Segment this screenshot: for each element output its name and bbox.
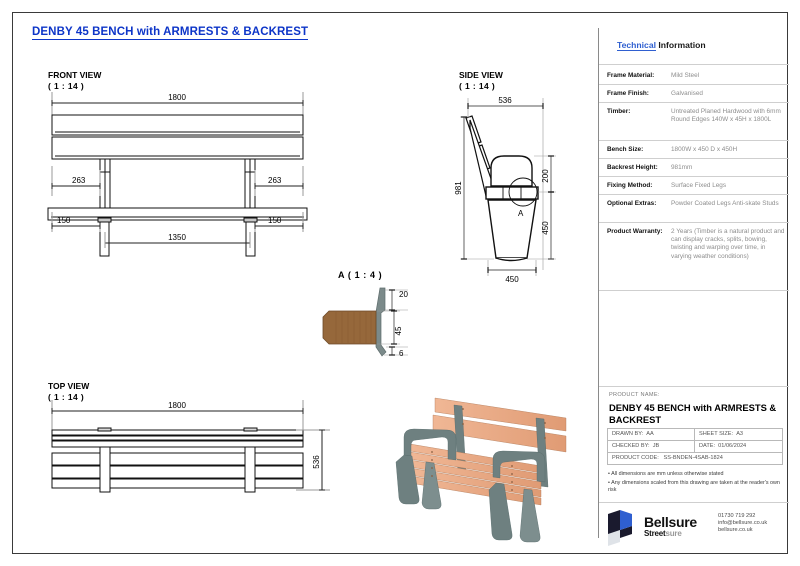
checked-by-cell [608,441,695,452]
top-view-label: TOP VIEW ( 1 : 14 ) [48,381,90,402]
product-name: DENBY 45 BENCH with ARMRESTS & BACKREST [609,402,777,425]
contact-phone: 01730 719 292 [718,513,756,519]
dim-side-seat-height: 450 [541,221,550,235]
sheet-size-value: A3 [736,431,744,437]
brand-subline [644,529,682,538]
spec-bench-size [607,146,787,156]
spec-value: 981mm [671,164,693,171]
date-key: DATE: [699,443,716,449]
panel-heading-technical: Technical [617,40,657,50]
drawn-by-key: DRAWN BY: [612,431,644,437]
spec-backrest-height [607,164,787,174]
detail-marker-a: A [518,209,524,218]
spec-timber [607,108,787,138]
dim-top-depth: 536 [312,455,321,469]
detail-a-label: A ( 1 : 4 ) [338,270,383,280]
dim-detail-bottom: 6 [399,349,404,358]
spec-value: Galvanised [671,90,703,97]
spec-key: Fixing Method: [607,182,653,189]
product-code-value: SS-BNDEN-4SAB-1824 [663,455,723,461]
sheet-size-cell [695,429,782,440]
panel-heading-information: Information [658,40,706,50]
brand-sub-dark: Street [644,529,666,538]
product-code-cell [608,453,782,464]
dim-side-depth: 536 [498,96,512,105]
panel-heading [617,40,706,50]
spec-key: Timber: [607,108,631,115]
spec-key: Frame Finish: [607,90,649,97]
side-view-label: SIDE VIEW ( 1 : 14 ) [459,70,503,91]
spec-value: Powder Coated Legs Anti-skate Studs [671,200,779,207]
checked-by-value: JB [652,443,660,449]
dim-front-leg-centres: 1350 [168,233,186,242]
dim-detail-top: 20 [399,290,408,299]
contact-details [718,513,767,535]
product-code-key: PRODUCT CODE: [612,455,659,461]
dim-front-foot-left: 150 [57,216,71,225]
spec-frame-finish [607,90,787,100]
spec-key: Backrest Height: [607,164,658,171]
technical-information-panel [598,28,788,538]
dim-side-back-gap: 200 [541,169,550,183]
note-1-text: All dimensions are mm unless otherwise stated [611,471,724,477]
spec-key: Optional Extras: [607,200,657,207]
contact-email: info@bellsure.co.uk [718,520,768,527]
sheet-title-text: DENBY 45 BENCH with ARMRESTS & BACKREST [32,26,309,38]
spec-frame-material [607,72,787,82]
table-row [608,453,782,465]
spec-fixing-method [607,182,787,192]
sheet-size-key: SHEET SIZE: [699,431,734,437]
dim-side-height: 981 [454,181,463,195]
spec-value: 1800W x 450 D x 450H [671,146,738,153]
table-row [608,441,782,453]
brand-sub-light: sure [665,529,682,538]
spec-value: Surface Fixed Legs [671,182,727,189]
spec-value: 2 Years (Timber is a natural product and can display cracks, splits, bowing, twisting and warping over time, in varying weather conditions) [671,228,785,260]
company-logo-block [604,508,790,552]
dim-front-width: 1800 [168,93,186,102]
spec-optional-extras [607,200,787,220]
dim-front-inset-left: 263 [72,176,86,185]
note-1: • All dimensions are mm unless otherwise stated [608,471,724,477]
dim-side-base-width: 450 [505,275,519,284]
spec-key: Product Warranty: [607,228,663,235]
dim-front-inset-right: 263 [268,176,282,185]
product-name-label: PRODUCT NAME: [609,392,660,398]
table-row [608,429,782,441]
checked-by-key: CHECKED BY: [612,443,650,449]
spec-value: Untreated Planed Hardwood with 6mm Round Edges 140W x 45H x 1800L [671,108,781,124]
drawn-by-cell [608,429,695,440]
brand-name: Bellsure [644,514,697,530]
date-value: 01/06/2024 [718,443,747,449]
bellsure-logo-icon [604,508,640,546]
contact-web: bellsure.co.uk [718,527,753,534]
date-cell [695,441,782,452]
spec-value: Mild Steel [671,72,700,79]
spec-key: Frame Material: [607,72,655,79]
note-2: • Any dimensions scaled from this drawing are taken at the reader's own risk [608,480,780,493]
dim-detail-thickness: 45 [394,326,403,336]
titleblock-table [607,428,783,465]
front-view-label: FRONT VIEW ( 1 : 14 ) [48,70,102,91]
drawn-by-value: AA [646,431,654,437]
spec-key: Bench Size: [607,146,644,153]
dim-front-foot-right: 150 [268,216,282,225]
note-2-text: Any dimensions scaled from this drawing are taken at the reader's own risk [608,480,780,493]
spec-product-warranty [607,228,787,284]
dim-top-length: 1800 [168,401,186,410]
